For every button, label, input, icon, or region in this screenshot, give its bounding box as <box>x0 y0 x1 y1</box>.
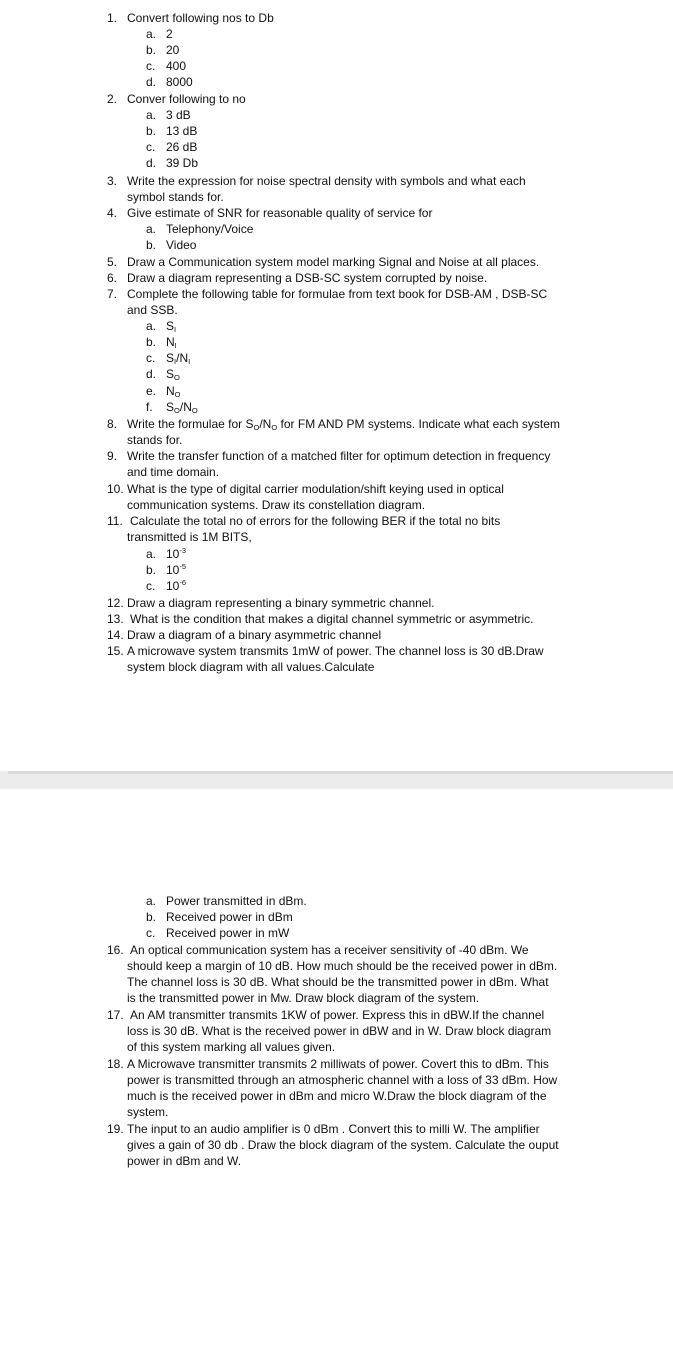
question-number: 11. <box>107 514 123 528</box>
question-number: 5. <box>107 255 118 269</box>
item-label: e. <box>146 384 157 398</box>
item-label: a. <box>146 894 157 908</box>
question-text: stands for. <box>127 433 183 447</box>
item-label: c. <box>146 926 156 940</box>
item-label: b. <box>146 910 157 924</box>
question-text: Write the expression for noise spectral density with symbols and what each <box>127 174 526 188</box>
question-text: Conver following to no <box>127 92 246 106</box>
question-text: Draw a Communication system model marking Signal and Noise at all places. <box>127 255 540 269</box>
item-text: 3 dB <box>166 108 191 122</box>
item-text: 26 dB <box>166 140 198 154</box>
item-label: a. <box>146 27 157 41</box>
item-label: c. <box>146 351 156 365</box>
item-text: 8000 <box>166 75 193 89</box>
formula: $S_O$ <box>166 367 180 382</box>
question-text: loss is 30 dB. What is the received power in dBW and in W. Draw block diagram <box>127 1024 552 1038</box>
question-number: 9. <box>107 449 118 463</box>
item-label: a. <box>146 222 157 236</box>
question-number: 13. <box>107 612 124 626</box>
item-label: d. <box>146 75 157 89</box>
item-label: a. <box>146 319 157 333</box>
question-text: Complete the following table for formulae from text book for DSB-AM , DSB-SC <box>127 287 548 301</box>
question-text: Write the transfer function of a matched filter for optimum detection in frequency <box>127 449 551 463</box>
question-number: 17. <box>107 1008 124 1022</box>
item-text: Received power in mW <box>166 926 290 940</box>
question-text: Write the formulae for $S_O/N_O$ for FM AND PM systems. Indicate what each system <box>127 417 560 432</box>
formula: $S_O/N_O$ <box>166 400 198 415</box>
formula: $S_I/N_I$ <box>166 351 191 366</box>
formula: $10^{-3}$ <box>166 546 187 561</box>
item-text: 39 Db <box>166 156 199 170</box>
question-text: power is transmitted through an atmospheric channel with a loss of 33 dBm. How <box>127 1073 558 1087</box>
formula: $10^{-6}$ <box>166 578 187 593</box>
question-number: 7. <box>107 287 118 301</box>
item-text: Telephony/Voice <box>166 222 254 236</box>
question-number: 15. <box>107 644 124 658</box>
question-text: Draw a diagram representing a binary symmetric channel. <box>127 596 435 610</box>
question-text: much is the received power in dBm and micro W.Draw the block diagram of the <box>127 1089 547 1103</box>
question-text: Calculate the total no of errors for the following BER if the total no bits <box>130 514 501 528</box>
question-number: 3. <box>107 174 118 188</box>
item-text: Power transmitted in dBm. <box>166 894 307 908</box>
item-label: b. <box>146 124 157 138</box>
question-text: An optical communication system has a receiver sensitivity of -40 dBm. We <box>130 943 529 957</box>
question-number: 1. <box>107 11 118 25</box>
question-text: Give estimate of SNR for reasonable quality of service for <box>127 206 433 220</box>
question-number: 8. <box>107 417 118 431</box>
question-text: Draw a diagram of a binary asymmetric channel <box>127 628 382 642</box>
question-text: system block diagram with all values.Calculate <box>127 660 375 674</box>
question-text: power in dBm and W. <box>127 1154 242 1168</box>
question-text: gives a gain of 30 db . Draw the block diagram of the system. Calculate the ouput <box>127 1138 559 1152</box>
formula: $N_O$ <box>166 384 181 399</box>
question-text: and time domain. <box>127 465 220 479</box>
question-text: What is the condition that makes a digital channel symmetric or asymmetric. <box>130 612 534 626</box>
item-label: c. <box>146 59 156 73</box>
item-label: a. <box>146 108 157 122</box>
item-text: Video <box>166 238 197 252</box>
question-text: The input to an audio amplifier is 0 dBm . Convert this to milli W. The amplifier <box>127 1122 540 1136</box>
question-text: should keep a margin of 10 dB. How much should be the received power in dBm. <box>127 959 558 973</box>
question-number: 19. <box>107 1122 124 1136</box>
item-label: c. <box>146 579 156 593</box>
question-text: Draw a diagram representing a DSB-SC system corrupted by noise. <box>127 271 488 285</box>
question-number: 4. <box>107 206 118 220</box>
item-label: b. <box>146 43 157 57</box>
question-number: 6. <box>107 271 118 285</box>
question-text: transmitted is 1M BITS, <box>127 530 252 544</box>
question-text: is the transmitted power in Mw. Draw block diagram of the system. <box>127 991 480 1005</box>
item-label: c. <box>146 140 156 154</box>
question-text: A microwave system transmits 1mW of power. The channel loss is 30 dB.Draw <box>127 644 544 658</box>
question-number: 12. <box>107 596 124 610</box>
formula: $S_I$ <box>166 319 177 334</box>
page-shadow <box>8 771 673 774</box>
question-text: communication systems. Draw its constellation diagram. <box>127 498 426 512</box>
item-label: d. <box>146 156 157 170</box>
question-text: system. <box>127 1105 169 1119</box>
question-text: An AM transmitter transmits 1KW of power. Express this in dBW.If the channel <box>130 1008 545 1022</box>
question-number: 14. <box>107 628 124 642</box>
formula: $N_I$ <box>166 335 177 350</box>
question-number: 10. <box>107 482 124 496</box>
item-label: a. <box>146 547 157 561</box>
item-text: 13 dB <box>166 124 198 138</box>
question-number: 18. <box>107 1057 124 1071</box>
item-text: 2 <box>166 27 173 41</box>
question-number: 16. <box>107 943 124 957</box>
item-text: 400 <box>166 59 187 73</box>
document-page-2 <box>0 789 673 1361</box>
question-text: Convert following nos to Db <box>127 11 274 25</box>
question-text: of this system marking all values given. <box>127 1040 336 1054</box>
question-number: 2. <box>107 92 118 106</box>
item-text: 20 <box>166 43 180 57</box>
item-label: d. <box>146 367 157 381</box>
item-label: f. <box>146 400 153 414</box>
item-label: b. <box>146 238 157 252</box>
question-text: symbol stands for. <box>127 190 224 204</box>
question-text: What is the type of digital carrier modulation/shift keying used in optical <box>127 482 504 496</box>
question-text: The channel loss is 30 dB. What should be the transmitted power in dBm. What <box>127 975 549 989</box>
question-text: and SSB. <box>127 303 178 317</box>
item-text: Received power in dBm <box>166 910 293 924</box>
formula: $10^{-5}$ <box>166 562 187 577</box>
question-text: A Microwave transmitter transmits 2 milliwats of power. Covert this to dBm. This <box>127 1057 549 1071</box>
item-label: b. <box>146 335 157 349</box>
item-label: b. <box>146 563 157 577</box>
